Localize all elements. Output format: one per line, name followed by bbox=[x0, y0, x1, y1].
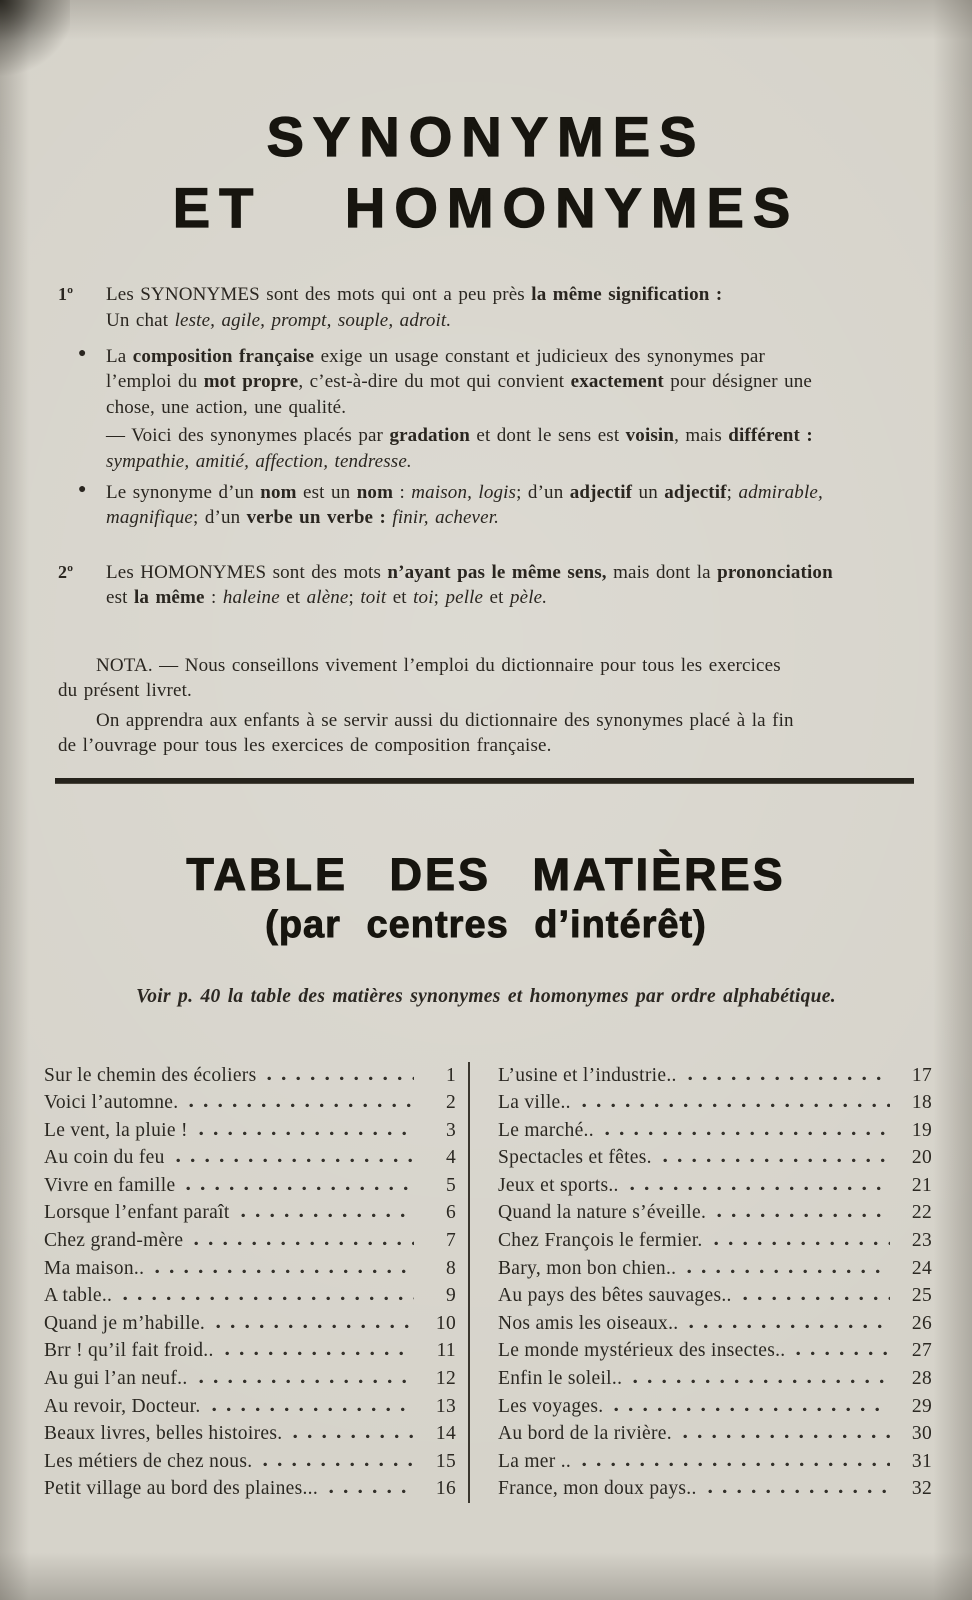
toc-entry-page: 14 bbox=[435, 1423, 456, 1445]
toc-left-column bbox=[44, 1062, 468, 1504]
gradation-note bbox=[58, 423, 920, 474]
title-line-synonymes: SYNONYMES bbox=[266, 105, 706, 169]
toc-entry-page: 12 bbox=[435, 1368, 456, 1390]
toc-entry-page: 7 bbox=[445, 1230, 456, 1252]
toc-entry-title: Voici l’automne. bbox=[44, 1092, 179, 1114]
toc-heading: TABLE DES MATIÈRES bbox=[186, 849, 786, 901]
toc-entry-title: Au revoir, Docteur. bbox=[44, 1395, 201, 1417]
synonyme-nature-note bbox=[58, 480, 920, 531]
toc-entry-page: 20 bbox=[911, 1147, 932, 1169]
toc-leader-dots bbox=[688, 1076, 890, 1081]
toc-entry-title: France, mon doux pays.. bbox=[498, 1478, 697, 1500]
toc-entry-title: A table.. bbox=[44, 1285, 113, 1307]
toc-leader-dots bbox=[687, 1269, 890, 1274]
toc-leader-dots bbox=[743, 1296, 890, 1301]
toc-entry-title: Chez François le fermier. bbox=[498, 1230, 703, 1252]
toc-entry bbox=[498, 1310, 932, 1338]
toc-entry-title: Le marché.. bbox=[498, 1119, 594, 1141]
composition-francaise-text: La composition française exige un usage constant et judicieux des synonymes par l’emploi du mot propre, c’est-à-dire du mot qui convient exactement pour désigner une chose, une action, une qualité. bbox=[106, 346, 812, 418]
intro-section bbox=[58, 282, 920, 758]
toc-entry bbox=[498, 1255, 932, 1283]
gradation-text: — Voici des synonymes placés par gradation et dont le sens est voisin, mais différent : sympathie, amitié, affection, tendresse. bbox=[106, 425, 813, 472]
toc-entry-title: L’usine et l’industrie.. bbox=[498, 1064, 677, 1086]
toc-entry-page: 21 bbox=[911, 1174, 932, 1196]
toc-entry-page: 18 bbox=[911, 1092, 932, 1114]
toc-leader-dots bbox=[199, 1379, 415, 1384]
toc-leader-dots bbox=[176, 1158, 414, 1163]
toc-entry-page: 13 bbox=[435, 1395, 456, 1417]
toc-leader-dots bbox=[717, 1213, 890, 1218]
toc-entry-page: 6 bbox=[445, 1202, 456, 1224]
bullet-icon: ● bbox=[78, 346, 87, 362]
toc-entry-title: Brr ! qu’il fait froid.. bbox=[44, 1340, 214, 1362]
toc-entry bbox=[44, 1475, 456, 1503]
toc-entry-title: Beaux livres, belles histoires. bbox=[44, 1423, 283, 1445]
toc-entry-title: Sur le chemin des écoliers bbox=[44, 1064, 257, 1086]
toc-entry-title: Quand la nature s’éveille. bbox=[498, 1202, 707, 1224]
toc-entry-title: Quand je m’habille. bbox=[44, 1312, 206, 1334]
homonymes-definition-text: Les HOMONYMES sont des mots n’ayant pas le même sens, mais dont la prononciation est la même : haleine et alène; toit et toi; pelle et pèle. bbox=[106, 561, 833, 609]
toc-entry-title: Lorsque l’enfant paraît bbox=[44, 1202, 230, 1224]
toc-leader-dots bbox=[225, 1351, 414, 1356]
nota-text: NOTA. — Nous conseillons vivement l’emploi du dictionnaire pour tous les exercices du présent livret. bbox=[58, 654, 781, 702]
toc-entry-page: 16 bbox=[435, 1478, 456, 1500]
toc-entry-title: Bary, mon bon chien.. bbox=[498, 1257, 677, 1279]
toc-entry-page: 2 bbox=[445, 1092, 456, 1114]
toc-leader-dots bbox=[263, 1462, 414, 1467]
toc-leader-dots bbox=[689, 1324, 890, 1329]
toc-entry-title: Chez grand-mère bbox=[44, 1230, 184, 1252]
toc-entry bbox=[44, 1144, 456, 1172]
toc-entry bbox=[498, 1365, 932, 1393]
toc-leader-dots bbox=[633, 1379, 890, 1384]
toc-entry bbox=[498, 1144, 932, 1172]
toc-entry-title: Nos amis les oiseaux.. bbox=[498, 1312, 679, 1334]
toc-entry-page: 31 bbox=[911, 1450, 932, 1472]
toc-entry bbox=[498, 1089, 932, 1117]
toc-leader-dots bbox=[714, 1241, 890, 1246]
toc-entry bbox=[44, 1448, 456, 1476]
toc-entry-page: 15 bbox=[435, 1450, 456, 1472]
toc-entry bbox=[498, 1199, 932, 1227]
toc-leader-dots bbox=[189, 1103, 414, 1108]
toc-entry-title: Vivre en famille bbox=[44, 1174, 176, 1196]
toc-entry-page: 29 bbox=[911, 1395, 932, 1417]
toc-leader-dots bbox=[630, 1186, 890, 1191]
toc-entry-title: Au pays des bêtes sauvages.. bbox=[498, 1285, 732, 1307]
nota-second-paragraph bbox=[58, 708, 920, 759]
toc-entry-title: Jeux et sports.. bbox=[498, 1174, 619, 1196]
toc-entry bbox=[44, 1199, 456, 1227]
synonymes-definition bbox=[58, 282, 920, 333]
toc-leader-dots bbox=[216, 1324, 414, 1329]
synonyme-nature-text: Le synonyme d’un nom est un nom : maison, logis; d’un adjectif un adjectif; admirable, magnifique; d’un verbe un verbe : finir, achever. bbox=[106, 482, 823, 529]
toc-entry-page: 30 bbox=[911, 1423, 932, 1445]
toc-leader-dots bbox=[605, 1131, 890, 1136]
toc-leader-dots bbox=[267, 1076, 414, 1081]
toc-entry bbox=[498, 1420, 932, 1448]
toc-entry bbox=[44, 1089, 456, 1117]
nota-second-text: On apprendra aux enfants à se servir aussi du dictionnaire des synonymes placé à la fin de l’ouvrage pour tous les exercices de composition française. bbox=[58, 709, 794, 756]
toc-entry bbox=[44, 1117, 456, 1145]
toc-entry-page: 27 bbox=[911, 1340, 932, 1362]
toc-entry-title: Petit village au bord des plaines... bbox=[44, 1478, 318, 1500]
toc-entry-title: Spectacles et fêtes. bbox=[498, 1147, 652, 1169]
toc-entry-page: 25 bbox=[911, 1285, 932, 1307]
item-number-2: 2º bbox=[58, 561, 74, 582]
toc-entry bbox=[44, 1310, 456, 1338]
section-divider-rule bbox=[55, 778, 914, 784]
toc-entry bbox=[498, 1337, 932, 1365]
toc-entry bbox=[44, 1282, 456, 1310]
composition-francaise-note bbox=[58, 344, 920, 420]
toc-entry-title: Le monde mystérieux des insectes.. bbox=[498, 1340, 786, 1362]
toc-entry-page: 19 bbox=[911, 1119, 932, 1141]
toc-entry-page: 26 bbox=[911, 1312, 932, 1334]
toc-entry-title: Au coin du feu bbox=[44, 1147, 165, 1169]
toc-entry-title: Au bord de la rivière. bbox=[498, 1423, 672, 1445]
toc-entry bbox=[44, 1172, 456, 1200]
homonymes-definition bbox=[58, 560, 920, 611]
toc-entry bbox=[498, 1282, 932, 1310]
bullet-icon: ● bbox=[78, 482, 87, 498]
table-of-contents-section bbox=[0, 850, 972, 1503]
toc-entry-title: Les voyages. bbox=[498, 1395, 604, 1417]
toc-entry-page: 23 bbox=[911, 1230, 932, 1252]
toc-subheading: (par centres d’intérêt) bbox=[265, 903, 707, 946]
toc-note: Voir p. 40 la table des matières synonymes et homonymes par ordre alphabétique. bbox=[136, 985, 836, 1007]
toc-entry-title: La mer .. bbox=[498, 1450, 572, 1472]
toc-entry bbox=[44, 1393, 456, 1421]
toc-entry bbox=[498, 1117, 932, 1145]
toc-entry-page: 24 bbox=[911, 1257, 932, 1279]
toc-leader-dots bbox=[186, 1186, 414, 1191]
toc-leader-dots bbox=[614, 1407, 890, 1412]
toc-leader-dots bbox=[199, 1131, 414, 1136]
toc-entry bbox=[44, 1337, 456, 1365]
toc-entry-page: 17 bbox=[911, 1064, 932, 1086]
toc-right-column bbox=[468, 1062, 932, 1504]
toc-entry bbox=[44, 1255, 456, 1283]
toc-entry bbox=[498, 1448, 932, 1476]
toc-leader-dots bbox=[708, 1489, 890, 1494]
toc-entry bbox=[44, 1062, 456, 1090]
toc-entry-page: 22 bbox=[911, 1202, 932, 1224]
toc-entry-page: 3 bbox=[445, 1119, 456, 1141]
toc-leader-dots bbox=[796, 1351, 890, 1356]
toc-entry-title: Ma maison.. bbox=[44, 1257, 145, 1279]
toc-leader-dots bbox=[155, 1269, 414, 1274]
toc-leader-dots bbox=[194, 1241, 414, 1246]
title-line-et-homonymes: ET HOMONYMES bbox=[172, 175, 800, 239]
toc-entry bbox=[44, 1227, 456, 1255]
toc-leader-dots bbox=[293, 1434, 414, 1439]
toc-entry bbox=[498, 1393, 932, 1421]
toc-columns bbox=[44, 1062, 932, 1504]
synonymes-definition-text: Les SYNONYMES sont des mots qui ont a peu près la même signification : Un chat leste, agile, prompt, souple, adroit. bbox=[106, 284, 723, 331]
toc-entry-page: 1 bbox=[445, 1064, 456, 1086]
toc-entry-page: 5 bbox=[445, 1174, 456, 1196]
toc-entry bbox=[498, 1172, 932, 1200]
toc-entry-page: 10 bbox=[435, 1312, 456, 1334]
toc-leader-dots bbox=[329, 1489, 414, 1494]
toc-entry-title: Enfin le soleil.. bbox=[498, 1368, 623, 1390]
toc-entry-page: 32 bbox=[911, 1478, 932, 1500]
toc-entry bbox=[44, 1420, 456, 1448]
toc-entry bbox=[498, 1062, 932, 1090]
item-number-1: 1º bbox=[58, 284, 74, 305]
toc-leader-dots bbox=[663, 1158, 890, 1163]
nota-paragraph bbox=[58, 653, 920, 704]
toc-leader-dots bbox=[582, 1462, 890, 1467]
toc-entry-title: La ville.. bbox=[498, 1092, 571, 1114]
toc-entry-page: 9 bbox=[445, 1285, 456, 1307]
toc-entry-page: 28 bbox=[911, 1368, 932, 1390]
toc-leader-dots bbox=[212, 1407, 414, 1412]
toc-leader-dots bbox=[582, 1103, 890, 1108]
page-title bbox=[0, 21, 972, 240]
toc-entry-page: 11 bbox=[436, 1340, 456, 1362]
toc-entry bbox=[498, 1475, 932, 1503]
toc-leader-dots bbox=[241, 1213, 414, 1218]
toc-entry-title: Au gui l’an neuf.. bbox=[44, 1368, 188, 1390]
toc-entry bbox=[44, 1365, 456, 1393]
toc-leader-dots bbox=[123, 1296, 414, 1301]
toc-entry-title: Les métiers de chez nous. bbox=[44, 1450, 253, 1472]
toc-leader-dots bbox=[683, 1434, 890, 1439]
toc-entry-title: Le vent, la pluie ! bbox=[44, 1119, 188, 1141]
toc-entry bbox=[498, 1227, 932, 1255]
toc-entry-page: 8 bbox=[445, 1257, 456, 1279]
toc-entry-page: 4 bbox=[445, 1147, 456, 1169]
